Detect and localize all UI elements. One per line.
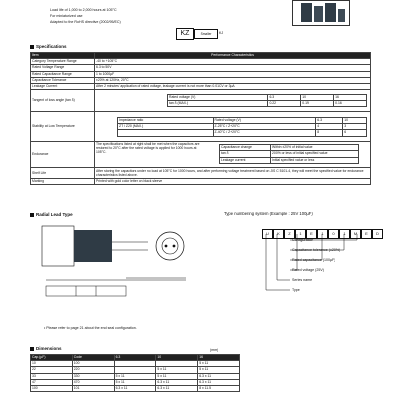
code-box: Z [284,229,295,239]
endurance-value: Initial specified value or less [271,157,359,163]
spec-label: Tangent of loss angle (tan δ) [31,90,95,112]
type-legend-item: Rated capacitance (100µF) [292,258,336,262]
endurance-value: 200% or less of initial specified value [271,151,359,157]
tan-col: 16 [334,95,367,101]
spec-label: Marking [31,179,95,185]
type-numbering-title: Type numbering system (Example : 25V 100µF) [224,212,313,216]
spec-label: Shelf Life [31,168,95,179]
tan-val: 0.16 [334,101,367,107]
dim-cell: 5 x 11 [156,373,198,379]
table-row [31,386,240,392]
endurance-label: Capacitance change [220,145,271,151]
dim-cell: 220 [72,367,114,373]
dim-cell: 470 [72,379,114,385]
spec-label: Rated Capacitance Range [31,71,95,77]
endurance-value: Within ±20% of initial value [271,145,359,151]
spec-label: Endurance [31,142,95,168]
stab-label: ZT / Z20 (MAX.) [118,124,214,130]
code-box: 1 [339,229,350,239]
dim-cell: 5 x 11 [198,367,240,373]
endurance-text: The specifications listed at right shall be met when the capacitors are restored to 20°C after the rated voltage is applied for 1000 hours at 105°C. [96,142,200,155]
type-legend-item: Type [292,288,300,292]
dim-cell: 330 [72,373,114,379]
dim-cell: 100 [31,386,73,392]
spec-label: Rated Voltage Range [31,65,95,71]
smaller-arrow: Smaller [194,29,218,39]
endurance-table [219,144,359,164]
spec-value: Printed with gold color letter on black sleeve [95,179,371,185]
dim-cell: 6.3 x 11 [198,373,240,379]
feature-line-2: For miniaturized use [50,14,83,18]
stab-val: 6 [343,130,367,136]
tan-col: 6.3 [268,95,301,101]
dim-head: Code [72,355,114,361]
product-photo-frame [292,0,350,26]
tan-label: Rated voltage (V) [168,95,268,101]
stab-val: 3 [343,124,367,130]
type-legend-item: Configuration [292,238,314,242]
feature-line-1: Load life of 1,000 to 2,000 hours at 105°C [50,8,117,12]
code-box: 0 [328,229,339,239]
dim-cell: 33 [31,373,73,379]
spec-value: 1 to 1000µF [95,71,371,77]
dim-cell: 5 x 11 [156,367,198,373]
dim-cell: 10 [31,361,73,367]
code-box: U [262,229,273,239]
tan-label: tan δ (MAX.) [168,101,268,107]
code-box: 1 [317,229,328,239]
stab-col: Rated voltage (V) [213,117,316,123]
dim-cell: 101 [72,386,114,392]
stab-col: 6.3 [316,117,343,123]
spec-value: 6.3 to 50V [95,65,371,71]
dim-head: 6.3 [114,355,156,361]
stab-col: 10 [343,117,367,123]
stab-val: Z-25°C / Z+20°C [213,124,316,130]
feature-line-3: Adapted to the RoHS directive (2002/95/EC) [50,20,121,24]
type-legend-item: Capacitance tolerance (±20%) [292,248,341,252]
spec-value: After 2 minutes' application of rated voltage, leakage current is not more than 0.01CV or 3µA [95,84,371,90]
spec-head-perf: Performance Characteristics [95,53,371,59]
dim-cell: 6.3 x 11 [114,386,156,392]
capacitor-photo [293,1,349,25]
dimensions-unit: (mm) [210,348,219,352]
dim-head: Cap.(µF) [31,355,73,361]
dim-cell: 6.3 x 11 [156,386,198,392]
dim-cell: 22 [31,367,73,373]
code-box: D [372,229,383,239]
tan-val: 0.19 [301,101,334,107]
type-legend-item: Series name [292,278,313,282]
spec-head-item: Item [31,53,95,59]
endurance-label: tan δ [220,151,271,157]
dimensions-table [30,354,240,392]
radial-note: • Please refer to page 21 about the end seal configuration. [44,326,137,330]
dim-cell: 5 x 11 [198,361,240,367]
dim-cell: 5 x 11 [114,379,156,385]
dimensions-section-title: Dimensions [30,346,62,351]
stab-val: 8 [316,130,343,136]
series-suffix: KJ [219,31,224,35]
stab-label: Impedance ratio [118,117,214,123]
spec-label: Stability at Low Temperature [31,112,95,142]
spec-table [30,52,370,185]
spec-value: ±20% at 120Hz, 20°C [95,77,371,83]
tan-col: 10 [301,95,334,101]
spec-label: Capacitance Tolerance [31,77,95,83]
dim-cell: 6.3 x 11 [198,379,240,385]
tan-delta-table [167,94,367,107]
dim-cell: 100 [72,361,114,367]
tan-val: 0.22 [268,101,301,107]
radial-lead-drawing [36,220,206,320]
dim-head: 10 [156,355,198,361]
code-box: E [361,229,372,239]
endurance-label: Leakage current [220,157,271,163]
stab-val: 4 [316,124,343,130]
spec-label: Leakage Current [31,84,95,90]
radial-section-title: Radial Lead Type [30,212,73,217]
code-box: K [273,229,284,239]
dim-cell: 5 x 11 [114,373,156,379]
spec-section-title: Specifications [30,44,67,49]
code-box: 1 [295,229,306,239]
dim-head: 16 [198,355,240,361]
stab-val: Z-40°C / Z+20°C [213,130,316,136]
stability-table [117,117,367,137]
spec-label: Category Temperature Range [31,59,95,65]
dim-cell: 6.3 x 11 [156,379,198,385]
spec-value: After storing the capacitors under no load at 105°C for 1000 hours, and after performing voltage treatment based on JIS C 5101-4, they will meet the specified value for endurance characteristics listed above. [95,168,371,179]
dim-cell: 8 x 11.5 [198,386,240,392]
type-legend-item: Rated voltage (25V) [292,268,324,272]
code-box: E [306,229,317,239]
code-box: M [350,229,361,239]
series-code: KZ [176,28,194,40]
dim-cell: 47 [31,379,73,385]
spec-value: -40 to +105°C [95,59,371,65]
